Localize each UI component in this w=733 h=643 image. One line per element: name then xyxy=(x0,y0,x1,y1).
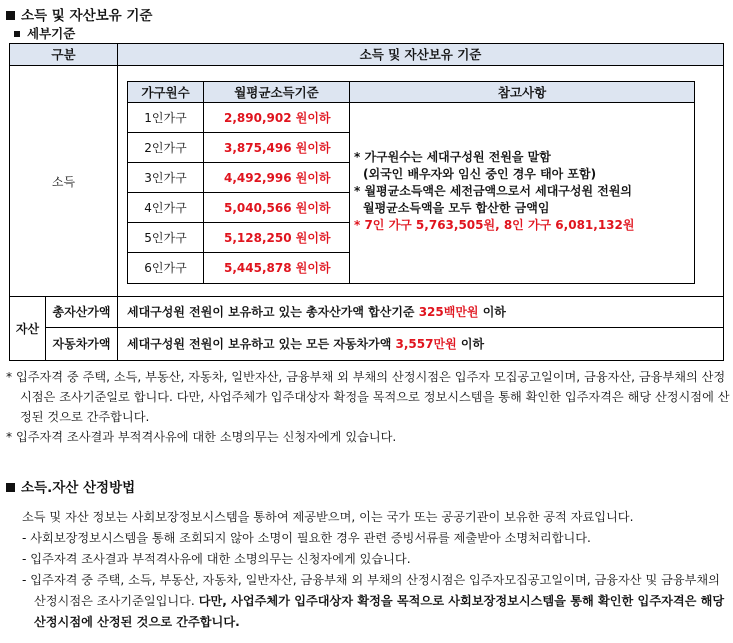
method-intro: 소득 및 자산 정보는 사회보장정보시스템을 통하여 제공받으며, 이는 국가 또는 공공기관이 보유한 공적 자료입니다. xyxy=(22,510,634,524)
total-asset-criteria: 세대구성원 전원이 보유하고 있는 총자산가액 합산기준 325백만원 이하 xyxy=(118,297,723,328)
income-cell: 5,040,566 원이하 xyxy=(204,193,350,223)
income-cell: 5,128,250 원이하 xyxy=(204,223,350,253)
method-item: - 사회보장정보시스템을 통해 조회되지 않아 소명이 필요한 경우 관련 증빙서류를 제출받아 소명처리합니다. xyxy=(22,531,591,545)
note-line: 월평균소득액을 모두 합산한 금액임 xyxy=(363,201,550,215)
square-bullet-icon xyxy=(6,11,15,20)
square-bullet-icon xyxy=(6,483,15,492)
income-cell: 2,890,902 원이하 xyxy=(204,103,350,133)
col-income: 월평균소득기준 xyxy=(204,82,350,103)
household-cell: 2인가구 xyxy=(128,133,204,163)
household-cell: 3인가구 xyxy=(128,163,204,193)
income-table xyxy=(127,81,695,284)
car-asset-criteria: 세대구성원 전원이 보유하고 있는 모든 자동차가액 3,557만원 이하 xyxy=(127,337,485,351)
household-cell: 6인가구 xyxy=(128,253,204,283)
reference-notes xyxy=(350,103,694,283)
footnote: * 입주자격 중 주택, 소득, 부동산, 자동차, 일반자산, 금융부채 외 부채의 산정시점은 입주자 모집공고일이며, 금융자산, 금융부채의 산정시점은 조사기준일로 합니다. 다만, 사업주체가 입주대상자 확정을 목적으로 정보시스템을 통해 확인한 입주자격은 해당 산정시점에 산정된 것으로 간주합니다. xyxy=(6,370,730,424)
asset-label: 자산 xyxy=(10,297,46,360)
note-line-red: * 7인 가구 5,763,505원, 8인 가구 6,081,132원 xyxy=(354,218,635,232)
footnote: * 입주자격 조사결과 부적격사유에 대한 소명의무는 신청자에게 있습니다. xyxy=(6,430,397,444)
footnotes xyxy=(6,367,730,447)
col-note: 참고사항 xyxy=(350,82,694,103)
household-cell: 4인가구 xyxy=(128,193,204,223)
method-item: - 입주자격 중 주택, 소득, 부동산, 자동차, 일반자산, 금융부채 외 부채의 산정시점은 입주자모집공고일이며, 금융자산 및 금융부채의 산정시점은 조사기준일입니다. 다만, 사업주체가 입주대상자 확정을 목적으로 사회보장정보시스템을 통해 확인한 입주자격은 해당 산정시점에 산정된 것으로 간주합니다. xyxy=(22,573,725,629)
note-line: (외국인 배우자와 임신 중인 경우 태아 포함) xyxy=(363,167,597,181)
total-asset-value: 325백만원 xyxy=(418,305,479,319)
method-item: - 입주자격 조사결과 부적격사유에 대한 소명의무는 신청자에게 있습니다. xyxy=(22,552,411,566)
household-cell: 1인가구 xyxy=(128,103,204,133)
total-asset-label: 총자산가액 xyxy=(46,297,118,328)
car-asset-value: 3,557만원 xyxy=(395,337,457,351)
income-label: 소득 xyxy=(10,66,118,297)
car-asset-label: 자동차가액 xyxy=(46,328,118,360)
col-household: 가구원수 xyxy=(128,82,204,103)
income-cell: 4,492,996 원이하 xyxy=(204,163,350,193)
income-cell: 3,875,496 원이하 xyxy=(204,133,350,163)
header-category: 구분 xyxy=(10,44,118,66)
note-line: * 월평균소득액은 세전금액으로서 세대구성원 전원의 xyxy=(354,184,633,198)
subsection-title: 세부기준 xyxy=(14,24,75,42)
method-section xyxy=(14,507,729,633)
note-line: * 가구원수는 세대구성원 전원을 말함 xyxy=(354,150,551,164)
section2-title: 소득.자산 산정방법 xyxy=(6,476,135,496)
header-criteria: 소득 및 자산보유 기준 xyxy=(118,44,723,66)
small-square-bullet-icon xyxy=(14,31,20,37)
section1-title: 소득 및 자산보유 기준 xyxy=(6,4,152,24)
income-cell: 5,445,878 원이하 xyxy=(204,253,350,283)
household-cell: 5인가구 xyxy=(128,223,204,253)
